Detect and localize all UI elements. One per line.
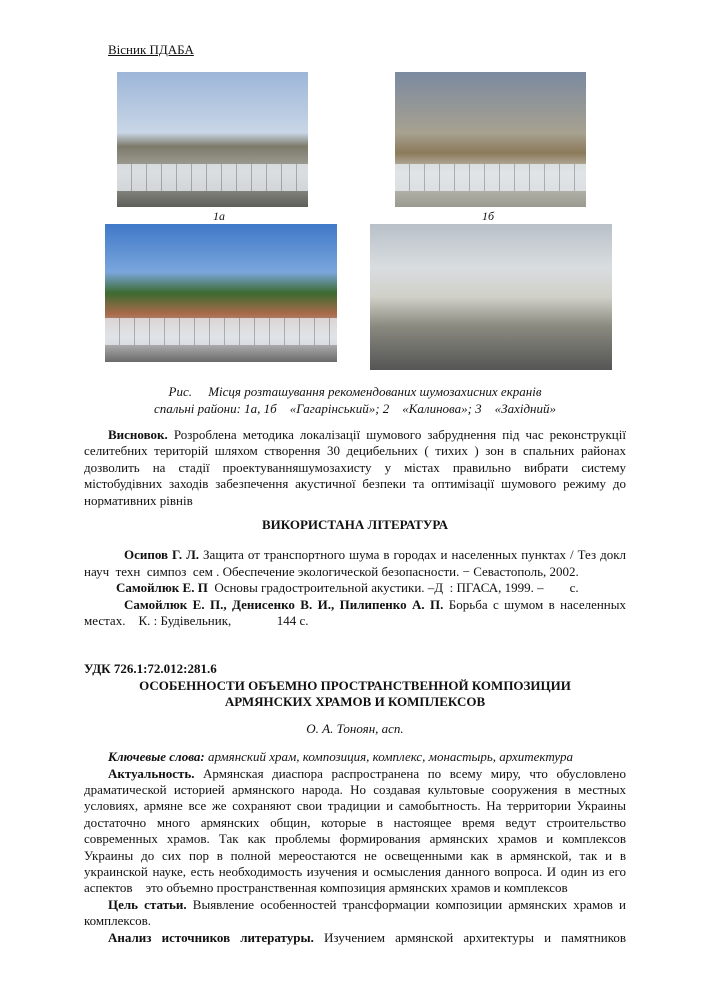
title-line: АРМЯНСКИХ ХРАМОВ И КОМПЛЕКСОВ: [224, 694, 486, 710]
photo-1b: [395, 72, 586, 207]
reference-text: Защита от транспортного шума в городах и населенных пунктах / Тез докл науч техн симпоз сем . Обеспечение экологической безопасности. − Севастополь, 2002.: [84, 547, 633, 579]
keywords-label: Ключевые слова:: [108, 749, 205, 765]
text-column: [84, 383, 633, 946]
reference-authors: Самойлюк Е. П., Денисенко В. И., Пилипенко А. П.: [124, 596, 444, 612]
reference-item: [84, 547, 633, 580]
figure-caption: [84, 383, 626, 417]
references-title: ВИКОРИСТАНА ЛІТЕРАТУРА: [261, 517, 449, 533]
goal-label: Цель статьи.: [108, 896, 187, 912]
udk-code: УДК 726.1:72.012:281.6: [84, 661, 217, 677]
photo-2: [105, 224, 337, 362]
photo-3: [370, 224, 612, 370]
reference-item: [84, 580, 626, 596]
photo-label-1b: 1б: [482, 209, 495, 223]
relevance-text: Армянская диаспора распространена по всему миру, что обусловлено драматической историей армянского народа. Но создавая культовые сооружения в местных условиях, армяне все же сохраняют свои традиции и самобытность. На территории Украины достаточно много армянских общин, которые в настоящее время ведут строительство современных храмов. Так как проблемы формирования армянских храмов и комплексов Украины до сих пор в полной мереостаются не освещенными как в армянской, так и в украинской науке, есть необходимость изучения и осмысления данного вопроса. И один из его аспектов это объемно пространственная композиция армянских храмов и комплексов: [84, 765, 630, 896]
keywords-text: армянский храм, композиция, комплекс, монастырь, архитектура: [204, 749, 574, 765]
reference-text: Основы градостроительной акустики. –Д : ПГАСА, 1999. – с.: [207, 580, 579, 596]
conclusion-paragraph: [84, 427, 626, 509]
article-author: О. А. Тоноян, асп.: [306, 720, 404, 736]
reference-authors: Самойлюк Е. П: [116, 580, 208, 596]
reference-authors: Осипов Г. Л.: [124, 547, 200, 563]
relevance-label: Актуальность.: [108, 765, 195, 781]
photo-1a: [117, 72, 308, 207]
goal-paragraph: [84, 897, 626, 930]
analysis-paragraph: [84, 930, 626, 946]
conclusion-text: Розроблена методика локалізації шумового забруднення під час реконструкції селитебних територій шляхом створення 30 децибельних ( тихих ) зон в спальних районах дозволить на стадії проектуванняшумозахисту у містах правильно вибрати систему містобудівних заходів забезпечення акустичної безпеки та оптимізації шумового режиму до нормативних рівнів: [84, 427, 626, 508]
conclusion-label: Висновок.: [108, 427, 168, 442]
photo-label-1a: 1а: [213, 209, 225, 223]
article-title: [84, 678, 626, 711]
analysis-label: Анализ источников литературы.: [108, 929, 314, 945]
analysis-text: Изучением армянской архитектуры и памятников: [313, 929, 626, 945]
relevance-paragraph: [84, 765, 630, 897]
caption-line: спальні райони: 1а, 1б «Гагарінський»; 2 «Калинова»; 3 «Західний»: [153, 401, 556, 416]
caption-line: Рис. Місця розташування рекомендованих шумозахисних екранів: [168, 384, 542, 399]
reference-item: [84, 596, 630, 630]
keywords: [84, 749, 626, 765]
reference-text: Борьба с шумом в населенных местах. К. : Будівельник, 144 с.: [84, 596, 630, 629]
journal-header: Вісник ПДАБА: [108, 42, 194, 57]
title-line: ОСОБЕННОСТИ ОБЪЕМНО ПРОСТРАНСТВЕННОЙ КОМПОЗИЦИИ: [139, 677, 571, 693]
goal-text: Выявление особенностей трансформации композиции армянских храмов и комплексов.: [84, 896, 626, 929]
